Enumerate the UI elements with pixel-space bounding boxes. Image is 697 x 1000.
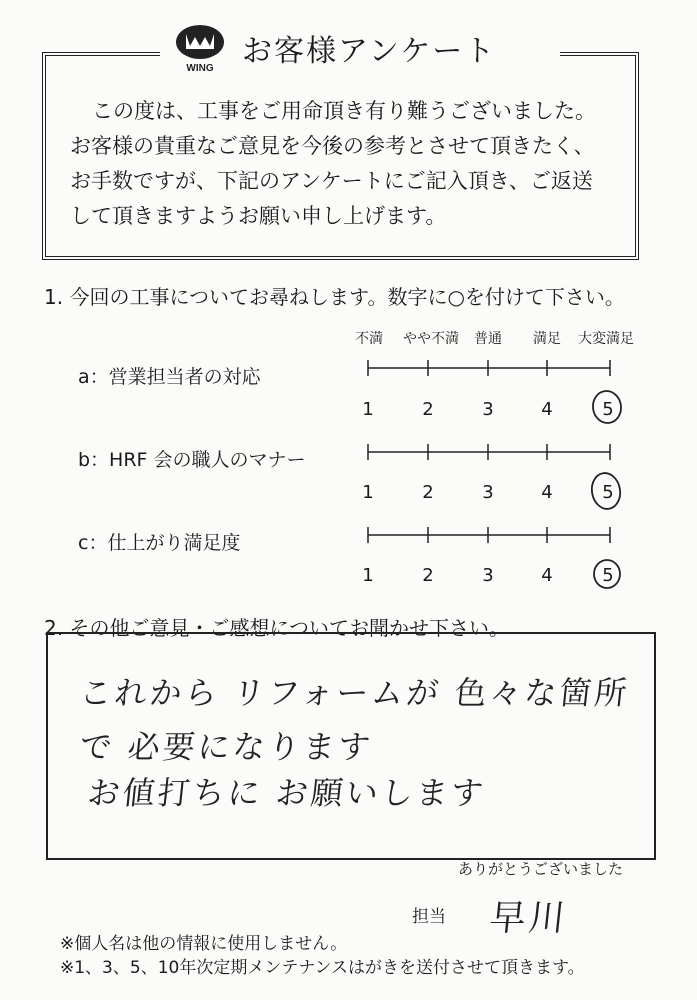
rating-c-1[interactable]: 1 xyxy=(362,565,374,586)
question-1: 1. 今回の工事についてお尋ねします。数字に○を付けて下さい。 xyxy=(44,285,625,309)
handwritten-line-1: これから リフォームが 色々な箇所 xyxy=(77,674,632,712)
rating-a-4[interactable]: 4 xyxy=(541,399,553,420)
staff-label: 担当 xyxy=(412,907,446,927)
selected-circle-a xyxy=(590,388,624,426)
rating-scale-c xyxy=(360,525,620,545)
staff-signature: 早川 xyxy=(487,898,570,939)
maintenance-note: ※1、3、5、10年次定期メンテナンスはがきを送付させて頂きます。 xyxy=(60,958,585,978)
rating-c-4[interactable]: 4 xyxy=(541,565,553,586)
page-title: お客様アンケート xyxy=(242,34,497,69)
intro-line: お客様の貴重なご意見を今後の参考とさせて頂きたく、 xyxy=(70,134,595,158)
rating-a-1[interactable]: 1 xyxy=(362,399,374,420)
rating-scale-b xyxy=(360,442,620,462)
rating-c-3[interactable]: 3 xyxy=(482,565,494,586)
rating-c-2[interactable]: 2 xyxy=(422,565,434,586)
scale-label-2: やや不満 xyxy=(403,331,459,347)
rating-b-1[interactable]: 1 xyxy=(362,482,374,503)
handwritten-line-2: で 必要になります xyxy=(77,728,375,766)
rating-a-5[interactable]: 5 xyxy=(602,399,614,420)
intro-line: お手数ですが、下記のアンケートにご記入頂き、ご返送 xyxy=(70,169,593,193)
intro-text xyxy=(70,94,596,234)
rating-b-5[interactable]: 5 xyxy=(602,482,614,503)
thanks-text: ありがとうございました xyxy=(458,860,624,878)
rating-a-2[interactable]: 2 xyxy=(422,399,434,420)
scale-label-5: 大変満足 xyxy=(578,331,634,347)
rating-b-2[interactable]: 2 xyxy=(422,482,434,503)
rating-scale-a xyxy=(360,358,620,378)
title-bar xyxy=(160,18,560,78)
rating-b-3[interactable]: 3 xyxy=(482,482,494,503)
privacy-note: ※個人名は他の情報に使用しません。 xyxy=(60,934,348,954)
selected-circle-c xyxy=(591,556,623,592)
scale-label-4: 満足 xyxy=(533,331,561,347)
rating-b-4[interactable]: 4 xyxy=(541,482,553,503)
item-a-label: a：営業担当者の対応 xyxy=(78,366,261,388)
handwritten-line-3: お値打ちに お願いします xyxy=(85,774,488,812)
item-c-label: c：仕上がり満足度 xyxy=(78,532,241,554)
logo-text: WING xyxy=(186,63,214,74)
scale-label-3: 普通 xyxy=(474,331,502,347)
scale-label-1: 不満 xyxy=(355,331,383,347)
question-2: 2. その他ご意見・ご感想についてお聞かせ下さい。 xyxy=(44,616,510,640)
rating-a-3[interactable]: 3 xyxy=(482,399,494,420)
intro-line: この度は、工事をご用命頂き有り難うございました。 xyxy=(92,99,596,123)
item-b-label: b：HRF 会の職人のマナー xyxy=(78,449,306,471)
wing-logo-icon xyxy=(172,22,228,74)
rating-c-5[interactable]: 5 xyxy=(602,565,614,586)
selected-circle-b xyxy=(588,470,624,512)
intro-line: して頂きますようお願い申し上げます。 xyxy=(70,204,447,228)
